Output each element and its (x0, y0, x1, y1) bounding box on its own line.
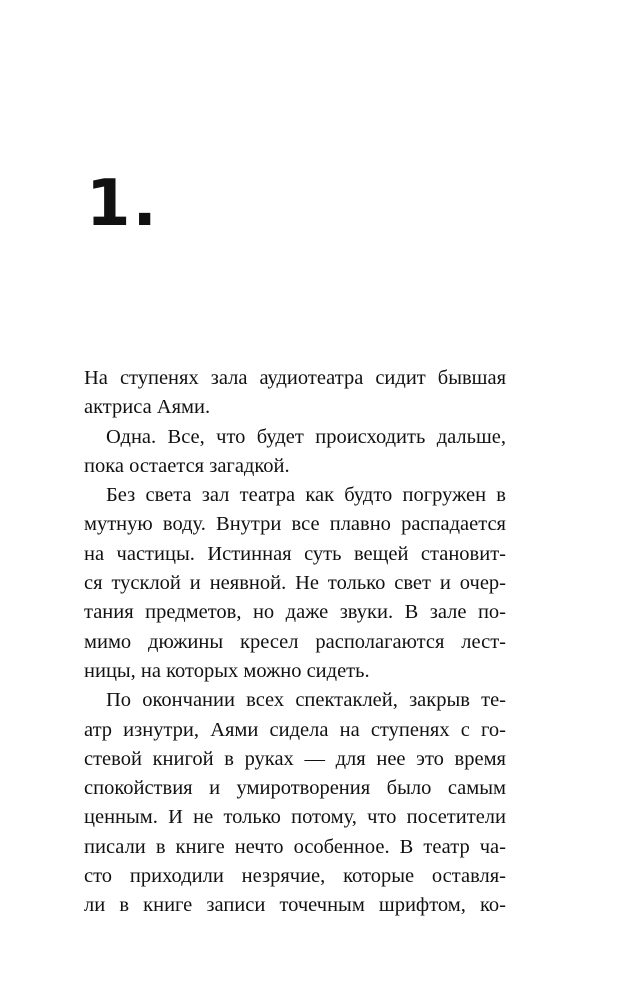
text-line: стевой книгой в руках — для нее это время (84, 747, 506, 770)
text-line: ли в книге записи точечным шрифтом, ко- (84, 894, 506, 917)
text-line: актриса Аями. (84, 396, 211, 419)
text-line: Без света зал театра как будто погружен в (106, 484, 506, 507)
text-line: мимо дюжины кресел располагаются лест- (84, 630, 506, 653)
chapter-number: 1. (86, 167, 159, 241)
text-line: мутную воду. Внутри все плавно распадается (84, 513, 506, 536)
text-line: Одна. Все, что будет происходить дальше, (106, 425, 506, 448)
text-line: на частицы. Истинная суть вещей становит- (84, 542, 506, 565)
chapter-text (84, 364, 506, 921)
text-line: По окончании всех спектаклей, закрыв те- (106, 689, 506, 712)
text-line: спокойствия и умиротворения было самым (84, 777, 506, 800)
text-line: писали в книге нечто особенное. В театр ча- (84, 835, 506, 858)
text-line: ся тусклой и неявной. Не только свет и очер- (84, 572, 506, 595)
text-line: атр изнутри, Аями сидела на ступенях с го- (84, 718, 506, 741)
text-line: ценным. И не только потому, что посетители (84, 806, 506, 829)
text-line: На ступенях зала аудиотеатра сидит бывшая (84, 367, 506, 389)
text-line: пока остается загадкой. (84, 454, 290, 477)
text-line: сто приходили незрячие, которые оставля- (84, 865, 506, 888)
text-line: ницы, на которых можно сидеть. (84, 659, 370, 682)
text-line: тания предметов, но даже звуки. В зале по- (84, 601, 506, 624)
